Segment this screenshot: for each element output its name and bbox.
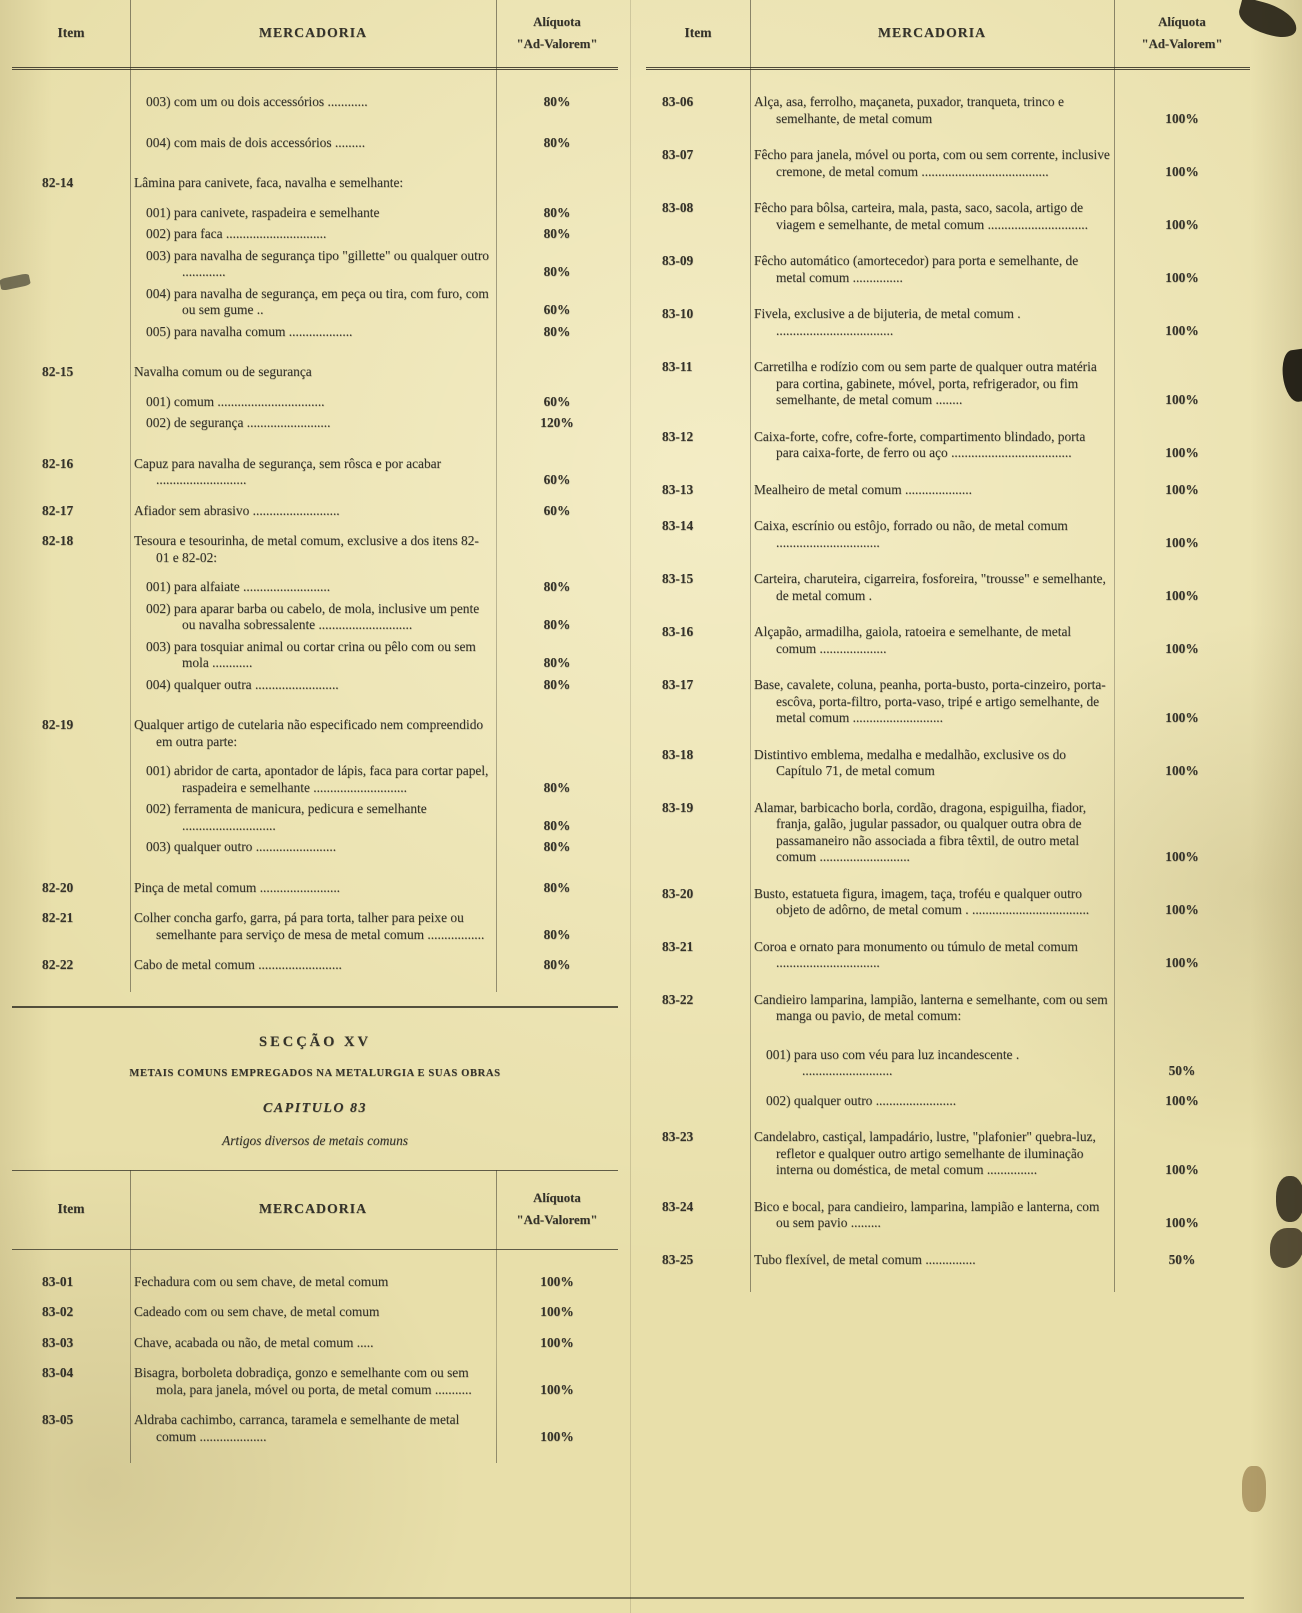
merchandise-text: 002) ferramenta de manicura, pedicura e semelhante ............................: [146, 801, 427, 833]
table-row: [646, 253, 1250, 286]
merchandise-text: 001) para uso com véu para luz incandescente . ...........................: [766, 1046, 1020, 1078]
merchandise-text: 003) qualquer outro ........................: [146, 839, 337, 854]
item-number: [12, 839, 130, 856]
tariff-table: [646, 0, 1250, 1294]
item-number: [646, 1047, 750, 1080]
row-part: [646, 147, 1250, 180]
merchandise-text: Carteira, charuteira, cigarreira, fosforeira, "trousse" e semelhante, de metal comum .: [754, 571, 1106, 603]
column-header-item: Item: [57, 1201, 85, 1217]
rate-value: 80%: [543, 204, 571, 220]
scan-artifact-right-blob-1: [1276, 1176, 1302, 1222]
table-row: [12, 94, 618, 111]
row-part: [646, 939, 1250, 972]
table-row: [646, 624, 1250, 657]
merchandise-text: Alamar, barbicacho borla, cordão, dragona, espiguilha, fiador, franja, galão, jugular passador, ou qualquer outra obra de passamaneiro não associada a fibra têxtil, de outro metal comum ...........................: [754, 799, 1087, 864]
row-part: [12, 1365, 618, 1398]
rate-value: 100%: [1165, 902, 1199, 917]
table-row: [646, 800, 1250, 866]
rate-value: 80%: [543, 323, 571, 339]
row-part: [646, 800, 1250, 866]
row-part: [646, 253, 1250, 286]
item-number: [12, 639, 130, 672]
merchandise-text: Carretilha e rodízio com ou sem parte de qualquer outra matéria para cortina, gabinete, móvel, porta, refrigerador, ou fim semelhante, de metal comum ........: [754, 359, 1097, 407]
item-number: 83-18: [662, 746, 694, 762]
merchandise-text: 001) para canivete, raspadeira e semelhante: [146, 204, 380, 220]
merchandise-text: 004) para navalha de segurança, em peça ou tira, com furo, com ou sem gume ..: [146, 285, 489, 317]
item-number: [12, 324, 130, 341]
item-number: 83-23: [662, 1129, 694, 1144]
item-number: 82-14: [42, 175, 74, 190]
item-number: 83-07: [662, 147, 694, 162]
row-part: [646, 1199, 1250, 1232]
column-header-aliquota: [496, 12, 618, 54]
item-number: 83-19: [662, 799, 694, 815]
row-part: [12, 601, 618, 634]
rate-value: 100%: [1165, 481, 1199, 497]
table-row: [12, 1365, 618, 1398]
merchandise-text: Coroa e ornato para monumento ou túmulo de metal comum ...............................: [754, 938, 1078, 970]
merchandise-text: Alça, asa, ferrolho, maçaneta, puxador, tranqueta, trinco e semelhante, de metal comum: [754, 94, 1064, 126]
merchandise-text: Candieiro lamparina, lampião, lanterna e semelhante, com ou sem manga ou pavio, de metal comum:: [754, 991, 1108, 1023]
rate-value: 100%: [1165, 534, 1199, 550]
rate-value: 100%: [540, 1273, 574, 1289]
item-number: 83-12: [662, 428, 694, 444]
right-column: [646, 0, 1250, 1294]
item-number: 83-25: [662, 1251, 694, 1267]
item-number: 82-16: [42, 455, 74, 471]
merchandise-text: 001) comum ................................: [146, 393, 325, 409]
section-line-1: METAIS COMUNS EMPREGADOS NA METALURGIA E SUAS OBRAS: [129, 1068, 501, 1079]
item-number: 83-05: [42, 1412, 74, 1427]
row-part: [12, 175, 618, 192]
aliquota-label-line2: "Ad-Valorem": [1141, 36, 1223, 51]
rate-value: 60%: [543, 393, 571, 409]
item-number: 83-15: [662, 571, 694, 586]
table-row: [12, 456, 618, 489]
row-part: [12, 910, 618, 943]
item-number: [12, 601, 130, 634]
merchandise-text: Qualquer artigo de cutelaria não especificado nem compreendido em outra parte:: [134, 717, 484, 749]
rate-value: 80%: [543, 226, 571, 241]
item-number: [12, 677, 130, 694]
rate-value: 100%: [1165, 849, 1199, 864]
item-number: [12, 763, 130, 796]
item-number: 83-08: [662, 200, 694, 215]
row-part: [646, 1252, 1250, 1269]
scan-artifact-right-edge: [1279, 349, 1302, 404]
rate-value: 120%: [540, 415, 574, 430]
row-part: [12, 1412, 618, 1445]
aliquota-label-line1: Alíquota: [533, 1191, 581, 1206]
table-row: [646, 94, 1250, 127]
row-part: [12, 1274, 618, 1291]
merchandise-text: Fêcho automático (amortecedor) para porta e semelhante, de metal comum ...............: [754, 253, 1079, 285]
row-part: [12, 957, 618, 974]
item-number: [12, 135, 130, 152]
merchandise-text: Cadeado com ou sem chave, de metal comum: [134, 1304, 380, 1319]
rate-value: 60%: [543, 502, 571, 518]
item-number: 83-01: [42, 1273, 74, 1289]
column-header-aliquota: [1114, 12, 1250, 54]
item-number: 82-17: [42, 502, 74, 518]
rate-value: 80%: [543, 839, 571, 854]
item-number: 82-21: [42, 910, 74, 925]
item-number: [12, 286, 130, 319]
item-number: [12, 415, 130, 432]
merchandise-text: 004) com mais de dois accessórios .........: [146, 134, 366, 150]
table-row: [646, 200, 1250, 233]
table-row: [646, 306, 1250, 339]
merchandise-text: Lâmina para canivete, faca, navalha e semelhante:: [134, 175, 404, 190]
row-part: [12, 394, 618, 411]
merchandise-text: Distintivo emblema, medalha e medalhão, exclusive os do Capítulo 71, de metal comum: [754, 746, 1066, 778]
column-header-item: Item: [684, 25, 712, 41]
merchandise-text: Caixa, escrínio ou estôjo, forrado ou não, de metal comum ...............................: [754, 518, 1068, 550]
row-part: [646, 1129, 1250, 1179]
row-part: [646, 429, 1250, 462]
merchandise-text: Candelabro, castiçal, lampadário, lustre, "plafonier" quebra-luz, refletor e qualquer outro artigo semelhante de iluminação interna ou doméstica, de metal comum ...............: [754, 1129, 1096, 1177]
section-line-3: Artigos diversos de metais comuns: [222, 1133, 408, 1148]
rate-value: 100%: [1165, 269, 1199, 285]
rate-value: 100%: [1165, 587, 1199, 603]
row-part: [12, 205, 618, 222]
merchandise-text: Fivela, exclusive a de bijuteria, de metal comum . ...................................: [754, 306, 1021, 338]
merchandise-text: Busto, estatueta figura, imagem, taça, troféu e qualquer outro objeto de adôrno, de metal comum . ...................................: [754, 885, 1090, 917]
rate-value: 50%: [1168, 1063, 1196, 1078]
column-gutter-line: [630, 0, 631, 1613]
aliquota-label-line2: "Ad-Valorem": [516, 36, 598, 51]
rate-value: 100%: [540, 1428, 574, 1444]
item-number: 82-18: [42, 533, 74, 548]
merchandise-text: Chave, acabada ou não, de metal comum .....: [134, 1334, 374, 1350]
section-heading: [12, 1006, 618, 1170]
rate-value: 50%: [1168, 1251, 1196, 1267]
item-number: 83-09: [662, 253, 694, 268]
row-part: [12, 880, 618, 897]
row-part: [646, 624, 1250, 657]
rate-value: 60%: [543, 472, 571, 487]
scan-artifact-right-blob-2: [1270, 1228, 1302, 1268]
row-part: [646, 1047, 1250, 1080]
rate-column-divider-line: [496, 0, 497, 992]
table-row: [646, 359, 1250, 409]
merchandise-text: Cabo de metal comum .........................: [134, 957, 342, 972]
row-part: [12, 763, 618, 796]
merchandise-text: Alçapão, armadilha, gaiola, ratoeira e semelhante, de metal comum ....................: [754, 624, 1072, 656]
merchandise-text: Base, cavalete, coluna, peanha, porta-busto, porta-cinzeiro, porta-escôva, porta-filtro, porta-vaso, tripé e artigo semelhante, de metal comum ...........................: [754, 677, 1106, 725]
rate-value: 100%: [540, 1381, 574, 1397]
row-part: [646, 677, 1250, 727]
item-column-divider-line: [750, 0, 751, 1292]
merchandise-text: 003) para navalha de segurança tipo "gillette" ou qualquer outro .............: [146, 247, 489, 279]
row-part: [12, 677, 618, 694]
row-part: [12, 456, 618, 489]
merchandise-text: 002) para faca ..............................: [146, 226, 327, 241]
merchandise-text: 001) para alfaiate ..........................: [146, 579, 331, 594]
row-part: [646, 1093, 1250, 1110]
rate-value: 80%: [543, 655, 571, 670]
item-number: 83-04: [42, 1365, 74, 1380]
table-row: [12, 910, 618, 943]
merchandise-text: Bico e bocal, para candieiro, lamparina, lampião e lanterna, com ou sem pavio .........: [754, 1198, 1100, 1230]
merchandise-text: Pinça de metal comum ........................: [134, 879, 341, 895]
left-column: [12, 0, 618, 1465]
item-number: 83-06: [662, 94, 694, 109]
section-line-0: SECÇÃO XV: [259, 1033, 371, 1050]
merchandise-text: Bisagra, borboleta dobradiça, gonzo e semelhante com ou sem mola, para janela, móvel ou porta, de metal comum ...........: [134, 1365, 472, 1397]
row-part: [646, 359, 1250, 409]
row-part: [12, 1335, 618, 1352]
rate-value: 60%: [543, 302, 571, 317]
item-column-divider-line: [130, 0, 131, 992]
table-row: [12, 175, 618, 340]
rate-value: 100%: [540, 1334, 574, 1350]
item-number: 83-16: [662, 624, 694, 639]
rate-value: 100%: [1165, 710, 1199, 725]
table-row: [12, 1335, 618, 1352]
merchandise-text: 001) abridor de carta, apontador de lápis, faca para cortar papel, raspadeira e semelhante ............................: [146, 763, 489, 795]
scan-artifact-bottom-right: [1242, 1466, 1266, 1512]
table-row: [646, 992, 1250, 1110]
rate-value: 100%: [1165, 110, 1199, 126]
item-number: 82-22: [42, 957, 74, 972]
column-header-mercadoria: MERCADORIA: [877, 25, 987, 41]
table-row: [12, 717, 618, 856]
table-row: [646, 747, 1250, 780]
item-number: 83-02: [42, 1304, 74, 1319]
row-part: [12, 324, 618, 341]
item-number: 83-21: [662, 938, 694, 954]
table-row: [12, 1274, 618, 1291]
merchandise-text: Navalha comum ou de segurança: [134, 364, 312, 379]
table-row: [12, 880, 618, 897]
row-part: [646, 518, 1250, 551]
merchandise-text: Mealheiro de metal comum ....................: [754, 481, 972, 497]
rate-value: 80%: [543, 579, 571, 594]
table-row: [12, 533, 618, 693]
item-number: 82-15: [42, 364, 74, 379]
merchandise-text: 002) para aparar barba ou cabelo, de mola, inclusive um pente ou navalha sobressalente ............................: [146, 600, 480, 632]
table-row: [646, 1199, 1250, 1232]
merchandise-text: Fêcho para janela, móvel ou porta, com ou sem corrente, inclusive cremone, de metal comum ......................................: [754, 147, 1110, 179]
row-part: [12, 248, 618, 281]
table-row: [12, 135, 618, 152]
row-part: [646, 306, 1250, 339]
row-part: [646, 886, 1250, 919]
rate-value: 80%: [543, 926, 571, 942]
table-row: [646, 429, 1250, 462]
item-column-divider-line: [130, 1170, 131, 1464]
rate-value: 100%: [1165, 322, 1199, 338]
row-part: [12, 503, 618, 520]
table-row: [646, 886, 1250, 919]
row-part: [12, 286, 618, 319]
row-part: [646, 482, 1250, 499]
item-number: [12, 226, 130, 243]
merchandise-text: Tesoura e tesourinha, de metal comum, exclusive a dos itens 82-01 e 82-02:: [134, 533, 479, 565]
rate-value: 100%: [1165, 216, 1199, 232]
item-number: 82-19: [42, 717, 74, 732]
item-number: [12, 579, 130, 596]
row-part: [646, 571, 1250, 604]
bottom-rule-line: [16, 1597, 1244, 1599]
rate-value: 80%: [543, 779, 571, 795]
row-part: [12, 135, 618, 152]
item-number: [12, 205, 130, 222]
item-number: 82-20: [42, 879, 74, 895]
table-row: [646, 518, 1250, 551]
rate-value: 100%: [1165, 763, 1199, 778]
rate-value: 100%: [1165, 955, 1199, 970]
table-body: [646, 70, 1250, 1294]
merchandise-text: 002) de segurança .........................: [146, 415, 331, 430]
column-header-item: Item: [57, 25, 85, 41]
item-number: 83-20: [662, 885, 694, 901]
rate-value: 100%: [1165, 640, 1199, 656]
row-part: [12, 226, 618, 243]
rate-value: 80%: [543, 134, 571, 150]
aliquota-label-line2: "Ad-Valorem": [516, 1212, 598, 1227]
row-part: [12, 579, 618, 596]
row-part: [646, 200, 1250, 233]
table-header: [12, 1170, 618, 1250]
table-row: [646, 571, 1250, 604]
merchandise-text: Colher concha garfo, garra, pá para torta, talher para peixe ou semelhante para serviço de mesa de metal comum .................: [134, 910, 485, 942]
table-row: [646, 147, 1250, 180]
item-number: 83-17: [662, 677, 694, 692]
table-header: [646, 0, 1250, 70]
table-row: [12, 1304, 618, 1321]
row-part: [12, 94, 618, 111]
merchandise-text: 002) qualquer outro ........................: [766, 1092, 957, 1108]
rate-column-divider-line: [1114, 0, 1115, 1292]
row-part: [12, 533, 618, 566]
merchandise-text: Caixa-forte, cofre, cofre-forte, compartimento blindado, porta para caixa-forte, de ferro ou aço ....................................: [754, 428, 1086, 460]
row-part: [12, 364, 618, 381]
aliquota-label-line1: Alíquota: [533, 15, 581, 30]
row-part: [12, 1304, 618, 1321]
rate-value: 80%: [543, 94, 571, 109]
rate-value: 80%: [543, 879, 571, 895]
item-number: [646, 1093, 750, 1110]
table-row: [12, 364, 618, 432]
item-number: [12, 801, 130, 834]
item-number: [12, 94, 130, 111]
rate-value: 80%: [543, 264, 571, 279]
row-part: [12, 839, 618, 856]
row-part: [646, 747, 1250, 780]
item-number: [12, 248, 130, 281]
column-header-mercadoria: MERCADORIA: [258, 25, 368, 41]
table-body: [12, 1250, 618, 1466]
table-row: [646, 677, 1250, 727]
table-row: [646, 939, 1250, 972]
merchandise-text: 005) para navalha comum ...................: [146, 323, 353, 339]
rate-value: 100%: [1165, 392, 1199, 407]
row-part: [12, 717, 618, 750]
rate-value: 80%: [543, 676, 571, 692]
section-line-2: CAPITULO 83: [263, 1100, 367, 1116]
rate-value: 100%: [1165, 163, 1199, 179]
item-number: 83-13: [662, 481, 694, 497]
item-number: 83-03: [42, 1334, 74, 1350]
rate-value: 100%: [1165, 445, 1199, 460]
rate-value: 100%: [540, 1304, 574, 1319]
table-body: [12, 70, 618, 994]
row-part: [646, 992, 1250, 1025]
rate-value: 80%: [543, 817, 571, 833]
table-row: [646, 1252, 1250, 1269]
merchandise-text: Aldraba cachimbo, carranca, taramela e semelhante de metal comum ....................: [134, 1412, 460, 1444]
rate-value: 100%: [1165, 1162, 1199, 1177]
row-part: [646, 94, 1250, 127]
tariff-table: [12, 0, 618, 994]
item-number: 83-11: [662, 359, 693, 374]
item-number: 83-10: [662, 306, 694, 321]
row-part: [12, 801, 618, 834]
merchandise-text: Afiador sem abrasivo ..........................: [134, 502, 340, 518]
column-header-mercadoria: MERCADORIA: [258, 1201, 368, 1217]
merchandise-text: Capuz para navalha de segurança, sem rôsca e por acabar ...........................: [134, 455, 442, 487]
row-part: [12, 639, 618, 672]
merchandise-text: 004) qualquer outra .........................: [146, 676, 339, 692]
table-row: [646, 1129, 1250, 1179]
rate-value: 100%: [1165, 1215, 1199, 1230]
rate-column-divider-line: [496, 1170, 497, 1464]
rate-value: 100%: [1165, 1092, 1199, 1108]
merchandise-text: Fêcho para bôlsa, carteira, mala, pasta, saco, sacola, artigo de viagem e semelhante, de metal comum ..............................: [754, 200, 1088, 232]
merchandise-text: 003) para tosquiar animal ou cortar crina ou pêlo com ou sem mola ............: [146, 638, 476, 670]
rate-value: 80%: [543, 957, 571, 972]
table-row: [646, 482, 1250, 499]
aliquota-label-line1: Alíquota: [1158, 15, 1206, 30]
merchandise-text: Tubo flexível, de metal comum ...............: [754, 1251, 976, 1267]
item-number: 83-24: [662, 1198, 694, 1214]
merchandise-text: 003) com um ou dois accessórios ............: [146, 94, 368, 109]
table-row: [12, 503, 618, 520]
table-row: [12, 1412, 618, 1445]
rate-value: 80%: [543, 617, 571, 632]
item-number: [12, 394, 130, 411]
row-part: [12, 415, 618, 432]
table-row: [12, 957, 618, 974]
column-header-aliquota: [496, 1188, 618, 1230]
tariff-table: [12, 1170, 618, 1466]
merchandise-text: Fechadura com ou sem chave, de metal comum: [134, 1273, 389, 1289]
table-header: [12, 0, 618, 70]
item-number: 83-14: [662, 518, 694, 533]
item-number: 83-22: [662, 991, 694, 1007]
